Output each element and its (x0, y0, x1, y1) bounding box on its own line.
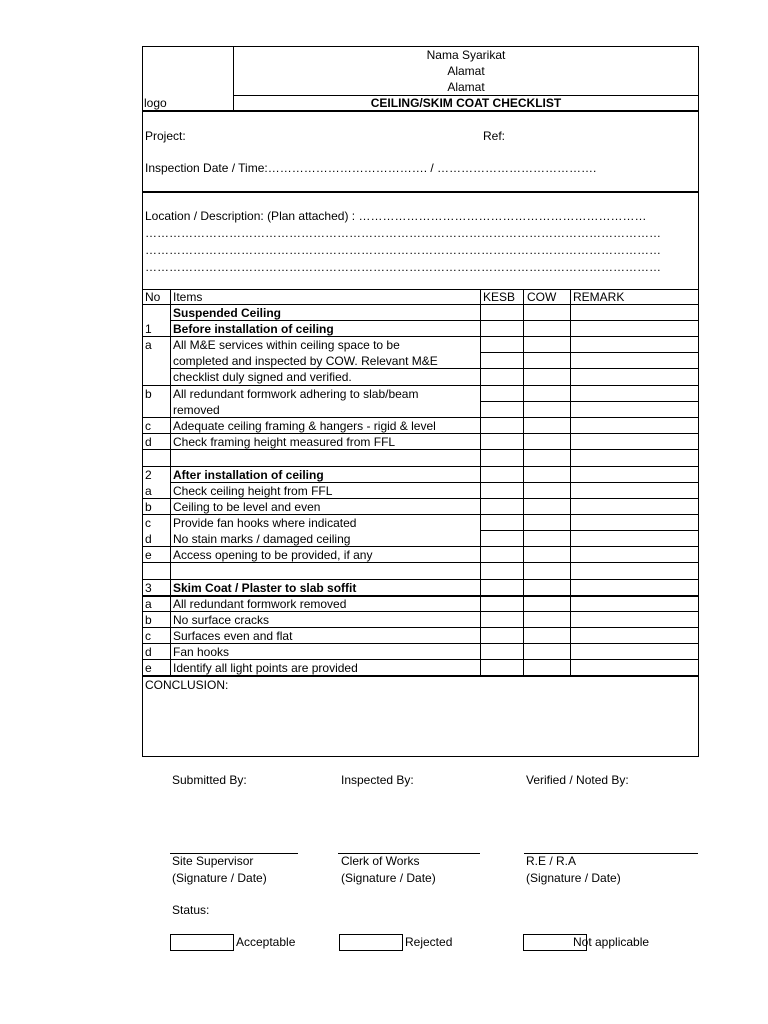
row-22-no: e (145, 661, 152, 675)
row-7-item: Adequate ceiling framing & hangers - rigid & level (173, 419, 436, 433)
row-10-item: After installation of ceiling (173, 468, 324, 482)
row-14-no: d (145, 532, 152, 546)
row-18-item: All redundant formwork removed (173, 597, 347, 611)
company-name: Nama Syarikat (426, 48, 506, 62)
table-left-border (142, 289, 143, 757)
row-12-item: Ceiling to be level and even (173, 500, 321, 514)
row-2-no: a (145, 338, 152, 352)
row-1-no: 1 (145, 322, 152, 336)
row-divider (142, 562, 699, 563)
company-address-1: Alamat (447, 64, 485, 78)
row-13-no: c (145, 516, 151, 530)
location-line-4: ………………………………………………………………………………………………………………… (145, 260, 661, 274)
role-clerk-of-works: Clerk of Works (341, 854, 420, 868)
signature-date-clerk: (Signature / Date) (341, 871, 436, 885)
not-applicable-label: Not applicable (573, 935, 650, 949)
submitted-by-label: Submitted By: (172, 773, 247, 787)
inspection-datetime: Inspection Date / Time:…………………………………. / …………………………………. (145, 161, 597, 175)
row-5-item: All redundant formwork adhering to slab/beam (173, 387, 419, 401)
project-label: Project: (145, 129, 186, 143)
col-header-kesb: KESB (483, 290, 516, 304)
verified-by-label: Verified / Noted By: (526, 773, 629, 787)
rejected-checkbox[interactable] (339, 934, 403, 951)
row-17-item: Skim Coat / Plaster to slab soffit (173, 581, 357, 595)
row-5-no: b (145, 387, 152, 401)
col-header-cow: COW (527, 290, 557, 304)
row-15-item: Access opening to be provided, if any (173, 548, 373, 562)
page-title: CEILING/SKIM COAT CHECKLIST (370, 96, 562, 110)
row-12-no: b (145, 500, 152, 514)
info-left-border (142, 112, 143, 290)
info-right-border (698, 112, 699, 290)
table-right-border (698, 289, 699, 757)
rejected-label: Rejected (405, 935, 453, 949)
conclusion-label: CONCLUSION: (145, 678, 229, 692)
row-divider (480, 401, 699, 402)
table-bottom-border (142, 756, 699, 757)
row-17-no: 3 (145, 581, 152, 595)
row-18-no: a (145, 597, 152, 611)
signature-date-re: (Signature / Date) (526, 871, 621, 885)
role-re-ra: R.E / R.A (526, 854, 577, 868)
acceptable-checkbox[interactable] (170, 934, 234, 951)
row-8-no: d (145, 435, 152, 449)
location-line-2: ………………………………………………………………………………………………………………… (145, 226, 661, 240)
signature-date-supervisor: (Signature / Date) (172, 871, 267, 885)
company-address-2: Alamat (447, 80, 485, 94)
row-divider (480, 530, 699, 531)
row-21-item: Fan hooks (173, 645, 230, 659)
row-1-item: Before installation of ceiling (173, 322, 334, 336)
role-site-supervisor: Site Supervisor (172, 854, 254, 868)
row-11-item: Check ceiling height from FFL (173, 484, 333, 498)
row-divider (480, 352, 699, 353)
status-label: Status: (172, 903, 210, 917)
location-description: Location / Description: (Plan attached) : ……………………………………………………………… (145, 209, 647, 223)
row-0-item: Suspended Ceiling (173, 306, 282, 320)
row-divider (142, 449, 699, 450)
row-6-item: removed (173, 403, 220, 417)
row-19-item: No surface cracks (173, 613, 270, 627)
row-20-item: Surfaces even and flat (173, 629, 293, 643)
row-3-item: completed and inspected by COW. Relevant M&E (173, 354, 438, 368)
row-8-item: Check framing height measured from FFL (173, 435, 396, 449)
row-20-no: c (145, 629, 151, 643)
col-header-remark: REMARK (573, 290, 625, 304)
logo-placeholder: logo (144, 96, 167, 110)
row-10-no: 2 (145, 468, 152, 482)
row-2-item: All M&E services within ceiling space to be (173, 338, 400, 352)
row-13-item: Provide fan hooks where indicated (173, 516, 357, 530)
col-header-no: No (145, 290, 161, 304)
location-line-3: ………………………………………………………………………………………………………………… (145, 243, 661, 257)
row-19-no: b (145, 613, 152, 627)
inspected-by-label: Inspected By: (341, 773, 414, 787)
acceptable-label: Acceptable (236, 935, 296, 949)
info-divider (142, 191, 699, 193)
row-22-item: Identify all light points are provided (173, 661, 358, 675)
col-header-items: Items (173, 290, 203, 304)
row-15-no: e (145, 548, 152, 562)
row-4-item: checklist duly signed and verified. (173, 370, 352, 384)
row-21-no: d (145, 645, 152, 659)
ref-label: Ref: (483, 129, 506, 143)
row-11-no: a (145, 484, 152, 498)
row-14-item: No stain marks / damaged ceiling (173, 532, 351, 546)
row-7-no: c (145, 419, 151, 433)
